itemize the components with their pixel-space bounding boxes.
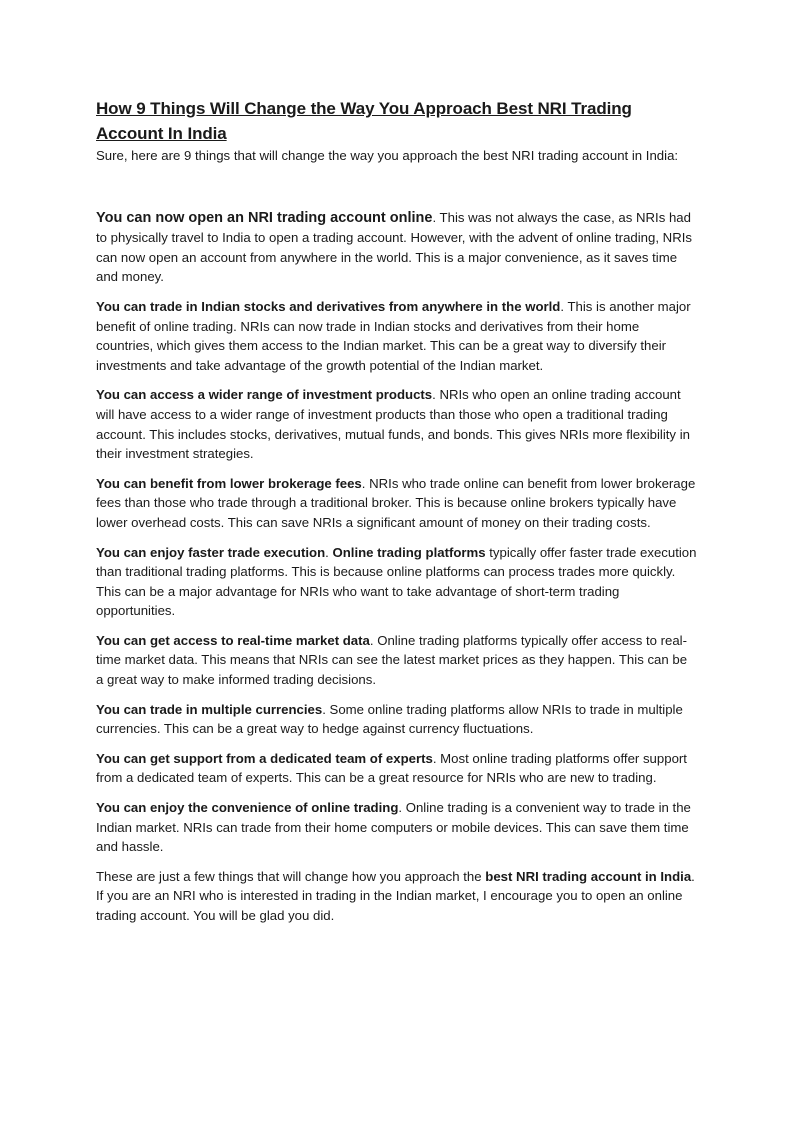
item-lead: You can enjoy the convenience of online trading	[96, 800, 399, 816]
list-item	[96, 474, 698, 533]
item-body: . Online trading is a convenient way to trade in the Indian market. NRIs can trade from their home computers or mobile devices. This can save them time and hassle.	[96, 800, 691, 855]
conclusion-bold: best NRI trading account in India	[485, 868, 692, 884]
item-lead: You can trade in multiple currencies	[96, 701, 323, 717]
item-body: . NRIs who open an online trading account will have access to a wider range of investment products than those who open a traditional trading account. This includes stocks, derivatives, mutual funds, and bonds. This gives NRIs more flexibility in their investment strategies.	[96, 387, 690, 462]
conclusion-paragraph	[96, 867, 698, 926]
item-mid-plain: .	[325, 544, 333, 560]
list-item	[96, 543, 698, 621]
list-item	[96, 749, 698, 788]
item-body: . This is another major benefit of online trading. NRIs can now trade in Indian stocks and derivatives from their home countries, which gives them access to the Indian market. This can be a great way to diversify their investments and take advantage of the growth potential of the Indian market.	[96, 298, 691, 373]
list-item	[96, 297, 698, 375]
item-body: . NRIs who trade online can benefit from lower brokerage fees than those who trade through a traditional broker. This is because online brokers typically have lower overhead costs. This can save NRIs a significant amount of money on their trading costs.	[96, 475, 696, 530]
conclusion-after: . If you are an NRI who is interested in trading in the Indian market, I encourage you to open an online trading account. You will be glad you did.	[96, 868, 695, 923]
list-item	[96, 700, 698, 739]
page-title: How 9 Things Will Change the Way You Approach Best NRI Trading Account In India	[96, 99, 632, 143]
item-body: . Online trading platforms typically offer access to real-time market data. This means that NRIs can see the latest market prices as they happen. This can be a great way to make informed trading decisions.	[96, 632, 688, 688]
item-lead: You can get support from a dedicated team of experts	[96, 750, 433, 766]
item-body: . Most online trading platforms offer support from a dedicated team of experts. This can be a great resource for NRIs who are new to trading.	[96, 750, 687, 786]
list-item	[96, 208, 698, 287]
item-body: . Some online trading platforms allow NRIs to trade in multiple currencies. This can be a great way to hedge against currency fluctuations.	[96, 701, 683, 737]
list-item	[96, 798, 698, 857]
item-body: typically offer faster trade execution than traditional trading platforms. This is because online platforms can process trades more quickly. This can be a major advantage for NRIs who want to take advantage of short-term trading opportunities.	[96, 544, 697, 619]
item-lead: You can trade in Indian stocks and derivatives from anywhere in the world	[96, 298, 561, 314]
conclusion-before: These are just a few things that will change how you approach the	[96, 868, 486, 884]
item-lead: You can get access to real-time market data	[96, 632, 370, 648]
intro-paragraph: Sure, here are 9 things that will change the way you approach the best NRI trading account in India:	[96, 148, 679, 163]
item-lead: You can enjoy faster trade execution	[96, 544, 326, 560]
item-lead: You can now open an NRI trading account online	[96, 209, 433, 226]
item-lead: You can access a wider range of investment products	[96, 387, 433, 403]
item-body: . This was not always the case, as NRIs had to physically travel to India to open a trading account. However, with the advent of online trading, NRIs can now open an account from anywhere in the world. This is a major convenience, as it saves time and money.	[96, 209, 692, 285]
list-item	[96, 631, 698, 690]
document-page	[96, 96, 698, 936]
list-item	[96, 385, 698, 463]
item-lead: You can benefit from lower brokerage fees	[96, 475, 362, 491]
item-mid-bold: Online trading platforms	[332, 544, 486, 560]
